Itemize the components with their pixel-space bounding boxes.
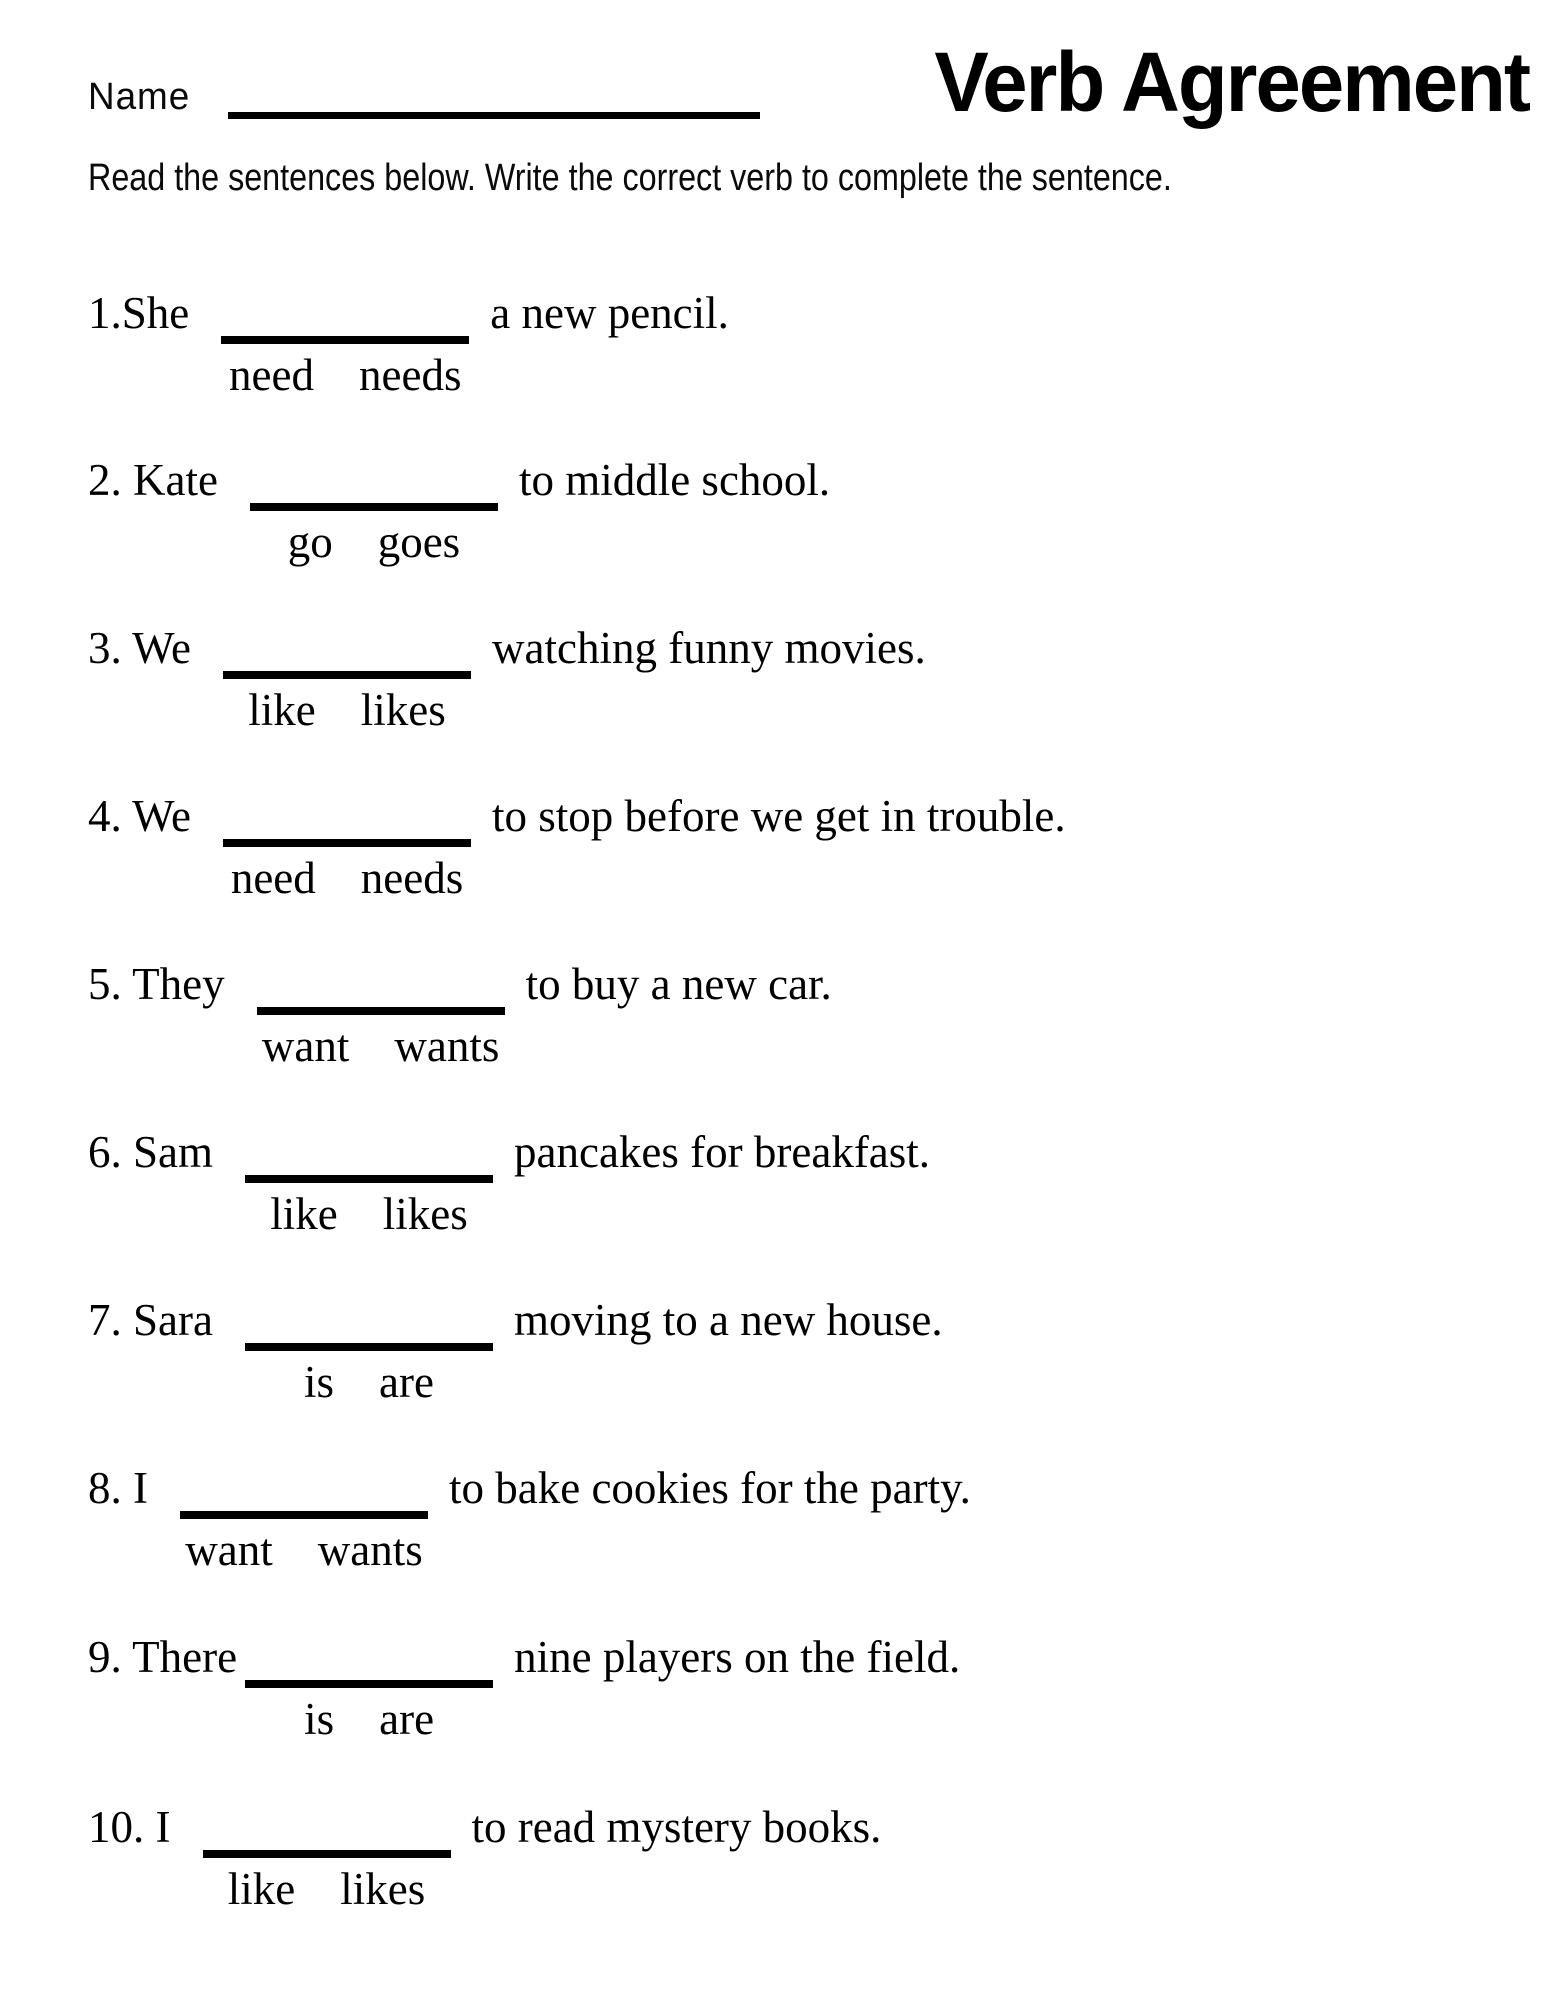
choice-word-1: go — [287, 517, 333, 567]
choice-word-2: wants — [394, 1021, 500, 1071]
question-rest-text: nine players on the field. — [514, 1632, 961, 1682]
answer-blank-line — [203, 1850, 451, 1858]
choice-word-2: likes — [360, 685, 446, 735]
question-row-1 — [88, 286, 729, 400]
name-label: Name — [88, 76, 191, 118]
choice-word-2: goes — [377, 517, 461, 567]
question-rest-text: a new pencil. — [490, 288, 729, 338]
question-lead-text: 5. They — [88, 959, 225, 1009]
choice-word-1: want — [185, 1525, 273, 1575]
question-lead-text: 6. Sam — [88, 1127, 214, 1177]
choice-word-2: needs — [360, 853, 464, 903]
question-row-6 — [88, 1125, 931, 1239]
question-lead-text: 4. We — [88, 791, 192, 841]
choice-word-2: wants — [317, 1525, 423, 1575]
choice-words — [228, 1864, 425, 1914]
question-rest-text: to read mystery books. — [471, 1802, 882, 1852]
choice-words — [185, 1525, 422, 1575]
answer-blank-line — [180, 1511, 428, 1519]
instructions-text: Read the sentences below. Write the correct verb to complete the sentence. — [88, 157, 1172, 199]
choice-word-1: need — [229, 350, 314, 400]
question-row-5 — [88, 957, 832, 1071]
choice-word-1: want — [261, 1021, 350, 1071]
question-rest-text: to middle school. — [518, 455, 831, 505]
question-lead-text: 2. Kate — [88, 455, 218, 505]
choice-words — [231, 853, 463, 903]
choice-word-1: like — [270, 1189, 338, 1239]
answer-blank-line — [245, 1175, 493, 1183]
choice-word-2: likes — [340, 1864, 426, 1914]
worksheet-title: Verb Agreement — [934, 35, 1529, 129]
question-row-3 — [88, 621, 926, 735]
choice-word-2: needs — [358, 350, 462, 400]
answer-blank-line — [223, 839, 471, 847]
question-rest-text: moving to a new house. — [513, 1295, 943, 1345]
answer-blank-line — [245, 1343, 493, 1351]
question-rest-text: watching funny movies. — [492, 623, 926, 673]
choice-word-1: like — [227, 1864, 296, 1914]
choice-words — [304, 1694, 434, 1744]
question-lead-text: 3. We — [88, 623, 192, 673]
choice-words — [304, 1357, 434, 1407]
question-lead-text: 1.She — [88, 288, 190, 338]
choice-word-1: is — [303, 1357, 335, 1407]
question-rest-text: to stop before we get in trouble. — [492, 791, 1066, 841]
choice-word-1: need — [230, 853, 316, 903]
question-lead-text: 7. Sara — [88, 1295, 213, 1345]
choice-word-1: is — [304, 1694, 335, 1744]
choice-words — [248, 685, 445, 735]
question-lead-text: 9. There — [88, 1632, 238, 1682]
choice-word-2: are — [379, 1694, 435, 1744]
question-row-8 — [88, 1461, 971, 1575]
question-row-7 — [88, 1293, 943, 1407]
answer-blank-line — [257, 1007, 505, 1015]
choice-words — [229, 350, 461, 400]
name-fill-in-line — [228, 112, 760, 119]
question-row-4 — [88, 789, 1066, 903]
answer-blank-line — [250, 503, 498, 511]
question-lead-text: 10. I — [88, 1802, 171, 1852]
question-rest-text: to bake cookies for the party. — [449, 1463, 971, 1513]
choice-word-2: likes — [382, 1189, 468, 1239]
question-row-2 — [88, 453, 831, 567]
question-lead-text: 8. I — [88, 1463, 148, 1513]
choice-word-1: like — [248, 685, 316, 735]
choice-words — [262, 1021, 499, 1071]
answer-blank-line — [223, 671, 471, 679]
question-row-10 — [88, 1800, 882, 1914]
choice-word-2: are — [379, 1357, 434, 1407]
answer-blank-line — [245, 1680, 493, 1688]
question-rest-text: to buy a new car. — [525, 959, 832, 1009]
question-row-9 — [88, 1630, 961, 1744]
question-rest-text: pancakes for breakfast. — [514, 1127, 931, 1177]
answer-blank-line — [221, 336, 469, 344]
choice-words — [270, 1189, 467, 1239]
choice-words — [288, 517, 461, 567]
